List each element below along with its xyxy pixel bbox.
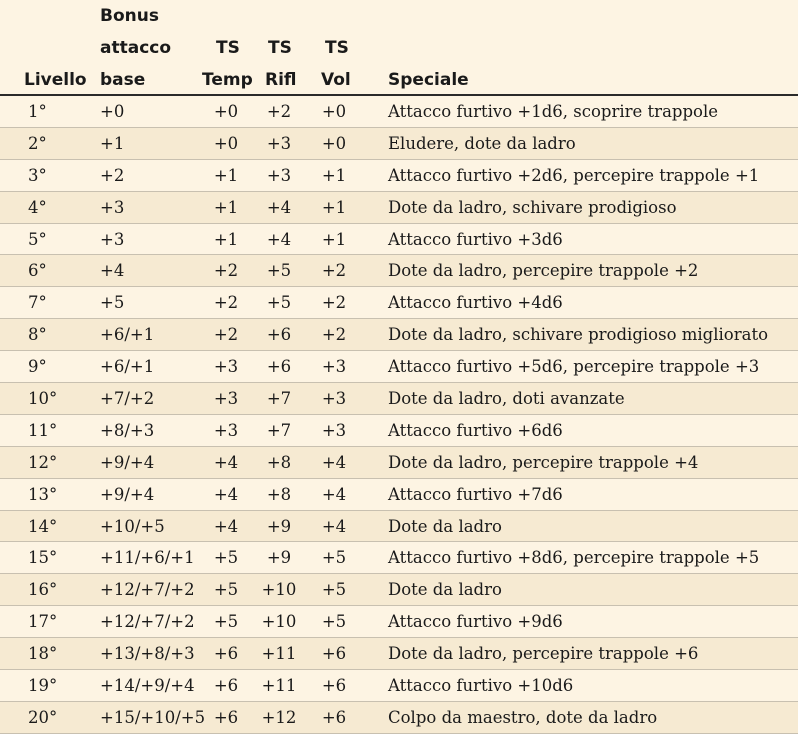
cell-special: Eludere, dote da ladro: [388, 133, 576, 153]
cell-bab: +9/+4: [100, 484, 155, 504]
cell-special: Attacco furtivo +10d6: [388, 676, 574, 696]
cell-ts-temp: +5: [213, 612, 239, 632]
cell-ts-rifl: +6: [266, 325, 292, 345]
cell-level: 8°: [28, 325, 47, 345]
table-row: [0, 511, 798, 543]
header-ts-rifl-line2: Rifl: [265, 70, 297, 90]
cell-special: Attacco furtivo +2d6, percepire trappole +1: [388, 165, 760, 185]
cell-ts-rifl: +4: [266, 229, 292, 249]
cell-ts-rifl: +11: [261, 644, 297, 664]
table-row: [0, 415, 798, 447]
cell-ts-temp: +6: [213, 676, 239, 696]
table-header: [0, 0, 798, 96]
cell-ts-vol: +3: [321, 357, 347, 377]
table-row: [0, 319, 798, 351]
cell-bab: +6/+1: [100, 357, 155, 377]
header-ts-rifl-line1: TS: [268, 38, 292, 58]
cell-bab: +14/+9/+4: [100, 676, 195, 696]
header-level: Livello: [24, 70, 87, 90]
cell-special: Dote da ladro: [388, 580, 502, 600]
cell-ts-vol: +6: [321, 676, 347, 696]
cell-ts-vol: +3: [321, 420, 347, 440]
cell-ts-vol: +1: [321, 229, 347, 249]
cell-ts-temp: +0: [213, 133, 239, 153]
cell-bab: +12/+7/+2: [100, 612, 195, 632]
cell-ts-rifl: +4: [266, 197, 292, 217]
cell-special: Dote da ladro, schivare prodigioso migliorato: [388, 325, 769, 345]
cell-level: 6°: [28, 261, 47, 281]
cell-ts-temp: +2: [213, 325, 239, 345]
table-row: [0, 447, 798, 479]
cell-ts-temp: +4: [213, 516, 239, 536]
cell-bab: +13/+8/+3: [100, 644, 195, 664]
cell-bab: +10/+5: [100, 516, 165, 536]
cell-ts-temp: +2: [213, 261, 239, 281]
cell-special: Dote da ladro, doti avanzate: [388, 389, 625, 409]
cell-special: Dote da ladro, percepire trappole +2: [388, 261, 699, 281]
cell-special: Dote da ladro, percepire trappole +4: [388, 452, 699, 472]
cell-ts-rifl: +8: [266, 452, 292, 472]
cell-bab: +8/+3: [100, 420, 155, 440]
cell-level: 12°: [28, 452, 58, 472]
cell-level: 14°: [28, 516, 58, 536]
cell-ts-temp: +2: [213, 293, 239, 313]
cell-bab: +6/+1: [100, 325, 155, 345]
cell-special: Attacco furtivo +7d6: [388, 484, 563, 504]
cell-ts-vol: +0: [321, 102, 347, 121]
table-row: [0, 670, 798, 702]
cell-special: Attacco furtivo +5d6, percepire trappole +3: [388, 357, 760, 377]
cell-level: 10°: [28, 389, 58, 409]
cell-bab: +1: [100, 133, 125, 153]
cell-ts-rifl: +10: [261, 580, 297, 600]
cell-ts-vol: +5: [321, 548, 347, 568]
cell-bab: +0: [100, 102, 125, 121]
table-row: [0, 383, 798, 415]
cell-bab: +4: [100, 261, 125, 281]
cell-level: 11°: [28, 420, 58, 440]
cell-ts-temp: +6: [213, 707, 239, 727]
cell-ts-temp: +1: [213, 165, 239, 185]
cell-level: 9°: [28, 357, 47, 377]
cell-ts-rifl: +5: [266, 293, 292, 313]
cell-ts-vol: +2: [321, 293, 347, 313]
header-ts-vol-line1: TS: [325, 38, 349, 58]
cell-ts-temp: +5: [213, 548, 239, 568]
cell-bab: +5: [100, 293, 125, 313]
cell-ts-temp: +3: [213, 357, 239, 377]
cell-special: Dote da ladro, percepire trappole +6: [388, 644, 699, 664]
table-row: [0, 192, 798, 224]
cell-ts-temp: +0: [213, 102, 239, 121]
cell-ts-rifl: +8: [266, 484, 292, 504]
cell-ts-vol: +4: [321, 484, 347, 504]
header-bab-line3: base: [100, 70, 146, 90]
cell-ts-rifl: +11: [261, 676, 297, 696]
cell-ts-temp: +6: [213, 644, 239, 664]
table-row: [0, 574, 798, 606]
cell-ts-vol: +2: [321, 325, 347, 345]
cell-special: Colpo da maestro, dote da ladro: [388, 707, 658, 727]
cell-special: Attacco furtivo +1d6, scoprire trappole: [388, 102, 719, 121]
cell-level: 20°: [28, 707, 58, 727]
cell-ts-vol: +3: [321, 389, 347, 409]
cell-ts-vol: +1: [321, 165, 347, 185]
cell-ts-vol: +1: [321, 197, 347, 217]
cell-level: 5°: [28, 229, 47, 249]
cell-ts-rifl: +9: [266, 548, 292, 568]
cell-level: 17°: [28, 612, 58, 632]
cell-ts-rifl: +3: [266, 165, 292, 185]
cell-special: Attacco furtivo +4d6: [388, 293, 563, 313]
cell-ts-temp: +1: [213, 229, 239, 249]
table-row: [0, 638, 798, 670]
table-row: [0, 255, 798, 287]
cell-ts-rifl: +3: [266, 133, 292, 153]
cell-ts-vol: +0: [321, 133, 347, 153]
cell-ts-rifl: +10: [261, 612, 297, 632]
cell-ts-temp: +3: [213, 420, 239, 440]
cell-bab: +3: [100, 197, 125, 217]
cell-ts-rifl: +7: [266, 420, 292, 440]
table-row: [0, 351, 798, 383]
cell-ts-rifl: +5: [266, 261, 292, 281]
cell-level: 3°: [28, 165, 47, 185]
cell-ts-vol: +6: [321, 644, 347, 664]
cell-ts-temp: +4: [213, 452, 239, 472]
cell-special: Dote da ladro: [388, 516, 502, 536]
table-body: [0, 96, 798, 734]
table-row: [0, 287, 798, 319]
cell-ts-temp: +5: [213, 580, 239, 600]
cell-ts-vol: +2: [321, 261, 347, 281]
cell-bab: +9/+4: [100, 452, 155, 472]
cell-ts-rifl: +9: [266, 516, 292, 536]
cell-ts-vol: +5: [321, 612, 347, 632]
cell-level: 16°: [28, 580, 58, 600]
cell-level: 1°: [28, 102, 47, 121]
table-row: [0, 479, 798, 511]
cell-ts-rifl: +2: [266, 102, 292, 121]
cell-ts-rifl: +7: [266, 389, 292, 409]
header-bab-line2: attacco: [100, 38, 172, 58]
cell-level: 19°: [28, 676, 58, 696]
header-ts-vol-line2: Vol: [321, 70, 351, 90]
header-bab-line1: Bonus: [100, 6, 159, 26]
cell-bab: +7/+2: [100, 389, 155, 409]
cell-ts-vol: +4: [321, 516, 347, 536]
table-row: [0, 160, 798, 192]
cell-ts-rifl: +12: [261, 707, 297, 727]
cell-level: 13°: [28, 484, 58, 504]
table-row: [0, 702, 798, 734]
cell-bab: +2: [100, 165, 125, 185]
cell-level: 4°: [28, 197, 47, 217]
cell-special: Attacco furtivo +9d6: [388, 612, 563, 632]
cell-ts-rifl: +6: [266, 357, 292, 377]
header-ts-temp-line2: Temp: [202, 70, 253, 90]
table-row: [0, 542, 798, 574]
cell-special: Dote da ladro, schivare prodigioso: [388, 197, 677, 217]
table-row: [0, 128, 798, 160]
cell-level: 2°: [28, 133, 47, 153]
table-row: [0, 224, 798, 256]
cell-special: Attacco furtivo +3d6: [388, 229, 563, 249]
cell-ts-vol: +4: [321, 452, 347, 472]
cell-special: Attacco furtivo +8d6, percepire trappole +5: [388, 548, 760, 568]
cell-level: 18°: [28, 644, 58, 664]
cell-bab: +15/+10/+5: [100, 707, 206, 727]
header-special: Speciale: [388, 70, 469, 90]
cell-ts-temp: +1: [213, 197, 239, 217]
cell-ts-vol: +5: [321, 580, 347, 600]
cell-special: Attacco furtivo +6d6: [388, 420, 563, 440]
cell-bab: +12/+7/+2: [100, 580, 195, 600]
cell-bab: +3: [100, 229, 125, 249]
cell-level: 7°: [28, 293, 47, 313]
header-ts-temp-line1: TS: [216, 38, 240, 58]
table-row: [0, 606, 798, 638]
cell-ts-temp: +4: [213, 484, 239, 504]
table-row: [0, 96, 798, 128]
cell-ts-vol: +6: [321, 707, 347, 727]
cell-bab: +11/+6/+1: [100, 548, 195, 568]
cell-level: 15°: [28, 548, 58, 568]
cell-ts-temp: +3: [213, 389, 239, 409]
